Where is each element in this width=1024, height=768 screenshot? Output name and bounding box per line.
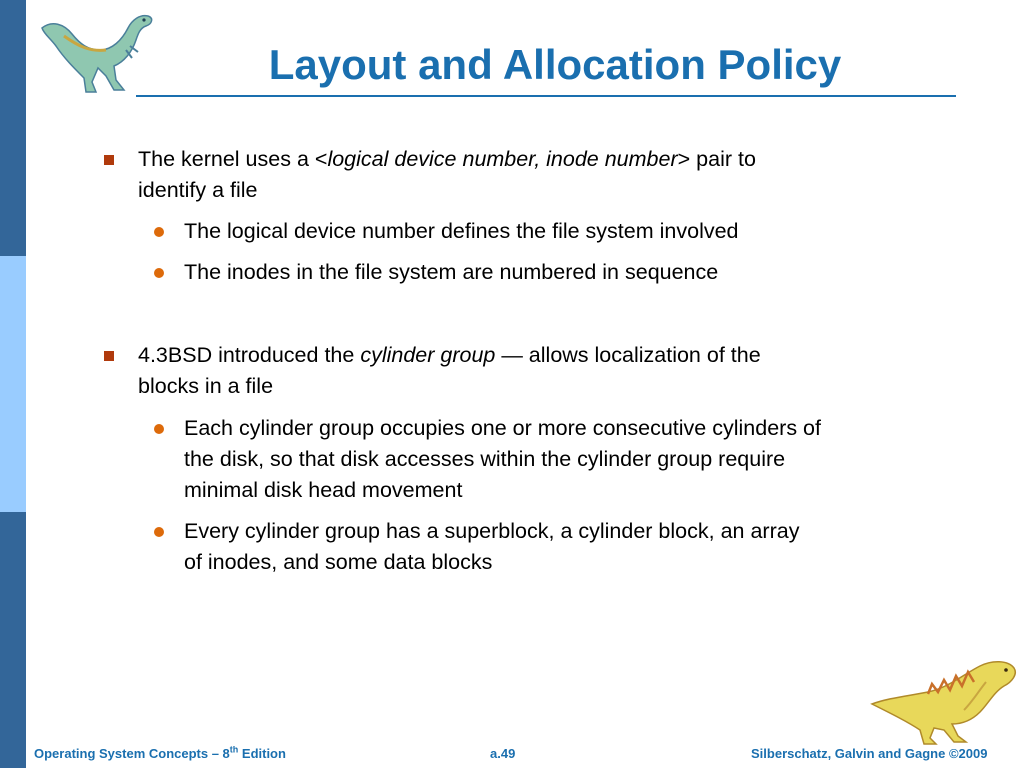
round-bullet <box>154 268 164 278</box>
slide-title: Layout and Allocation Policy <box>268 41 842 88</box>
round-bullet <box>154 527 164 537</box>
footer-copyright: Silberschatz, Galvin and Gagne ©2009 <box>751 746 988 761</box>
dinosaur-corner-icon <box>868 652 1018 748</box>
sub-bullet-text: Every cylinder group has a superblock, a cylinder block, an array of inodes, and some data blocks <box>184 519 800 574</box>
bullet-text: The kernel uses a <logical device number, inode number> pair to identify a file <box>138 147 756 202</box>
sub-bullet-text: The inodes in the file system are numbered in sequence <box>184 260 719 284</box>
square-bullet <box>104 155 114 165</box>
bullet-text: 4.3BSD introduced the cylinder group — allows localization of the blocks in a file <box>138 343 761 398</box>
footer-book-title: Operating System Concepts – 8th Edition <box>34 744 286 761</box>
footer-slide-number: a.49 <box>490 746 516 761</box>
square-bullet <box>104 351 114 361</box>
sub-bullet-text: The logical device number defines the file system involved <box>184 219 739 243</box>
sub-bullet-text: Each cylinder group occupies one or more consecutive cylinders of the disk, so that disk accesses within the cylinder group require minimal disk head movement <box>184 416 821 502</box>
round-bullet <box>154 227 164 237</box>
round-bullet <box>154 424 164 434</box>
